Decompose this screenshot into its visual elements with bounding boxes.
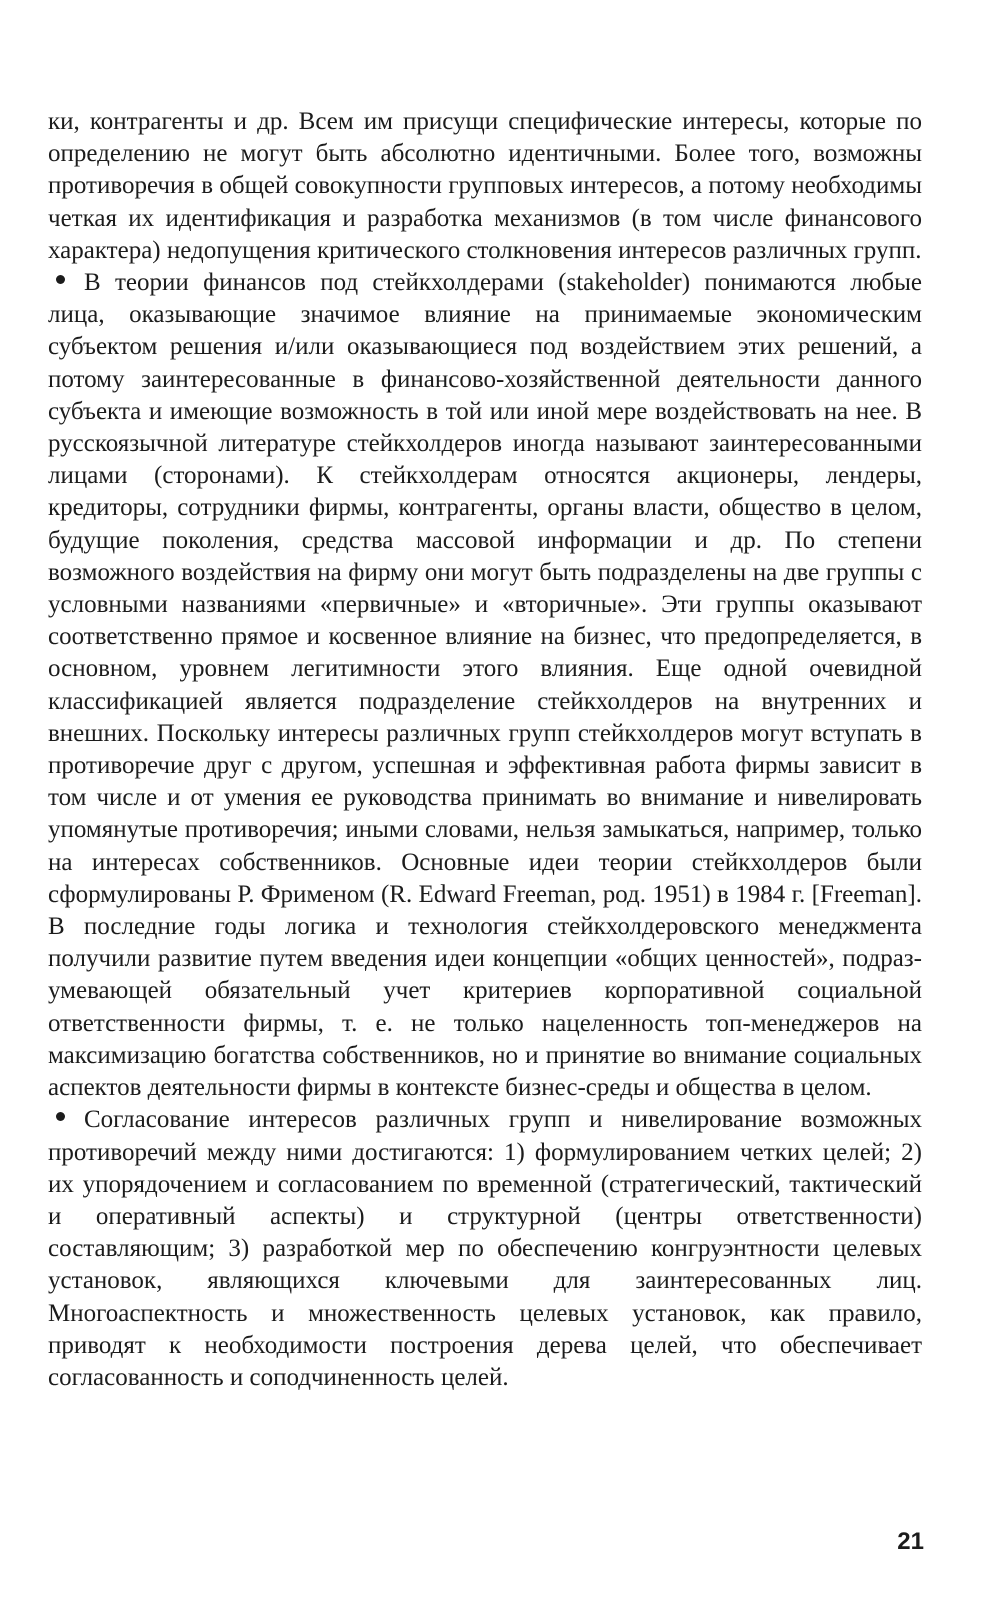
body-text [48, 106, 922, 1394]
page-number: 21 [897, 1528, 924, 1555]
paragraph-coordination [48, 1104, 922, 1394]
paragraph-stakeholders-text: В теории финансов под стейкхолдерами (stakeholder) понимаются любые лица, оказывающие значимое влияние на принимаемые экономическим субъектом решения и/или оказывающиеся под воздействием этих решений, а потому заинтересованные в финансово-хозяйственной деятельности данного субъекта и имеющие возможность в той или иной мере воздействовать на нее. В русскоязычной литературе стейкхолдеров иногда называют заинтересованными лицами (сторонами). К стейкхолдерам относятся акционеры, лендеры, кредиторы, сотрудники фирмы, контрагенты, органы власти, общество в целом, будущие поколения, средства массовой информации и др. По степени возможного воздействия на фирму они могут быть подразделены на две группы с условными названиями «первичные» и «вторичные». Эти группы оказывают соответственно прямое и косвенное влияние на бизнес, что предопределяется, в основном, уровнем легитимности этого влияния. Еще одной очевидной классификацией является подразделение стейкхолдеров на внутренних и внешних. Поскольку интересы различных групп стейкхолдеров могут вступать в противоречие друг с другом, успешная и эффективная работа фирмы зависит в том числе и от умения ее руководства принимать во внимание и нивелировать упомянутые противоречия; иными словами, нельзя замыкаться, например, только на интересах собственников. Основные идеи теории стейкхолдеров были сформулированы Р. Фрименом (R. Edward Freeman, род. 1951) в 1984 г. [Freeman]. В последние годы логика и технология стейкхолдеровского менеджмента получили развитие путем введения идеи концепции «общих ценностей», подразумевающей обязательный учет критериев корпоративной социальной ответственности фирмы, т. е. не только нацеленность топ-менеджеров на максимизацию богатства собственников, но и принятие во внимание социальных аспектов деятельности фирмы в контексте бизнес-среды и общества в целом. [48, 269, 922, 1102]
paragraph-continuation: ки, контрагенты и др. Всем им присущи специфические интересы, которые по определению не могут быть абсолютно идентичными. Более того, возможны противоречия в общей совокупности групповых интересов, а потому необходимы четкая их идентификация и разработка механизмов (в том числе финансового характера) недопущения критического столкновения интересов различных групп. [48, 108, 922, 264]
paragraph-stakeholders [48, 267, 922, 1104]
paragraph-coordination-text: Согласование интересов различных групп и нивелирование возможных противоречий между ними достигаются: 1) формулированием четких целей; 2) их упорядочением и согласованием по временной (стратегический, тактический и оперативный аспекты) и структурной (центры ответственности) составляющим; 3) разработкой мер по обеспечению конгруэнтности целевых установок, являющихся ключевыми для заинтересованных лиц. Многоаспектность и множественность целевых установок, как правило, приводят к необходимости построения дерева целей, что обеспечивает согласованность и соподчиненность целей. [48, 1106, 922, 1391]
